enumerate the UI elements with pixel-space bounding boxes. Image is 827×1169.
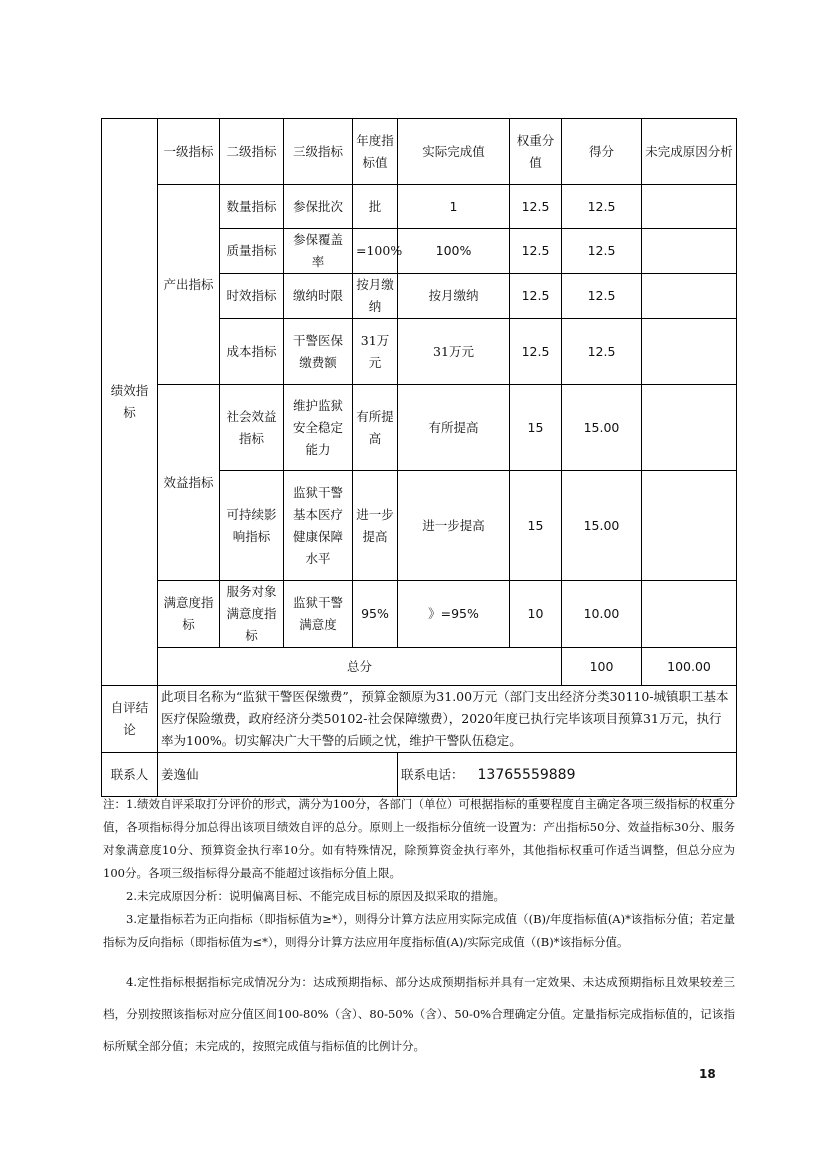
table-row xyxy=(102,581,737,648)
level2-cell: 可持续影响指标 xyxy=(220,471,284,581)
level3-cell: 干警医保缴费额 xyxy=(284,319,353,385)
contact-phone-label: 联系电话： xyxy=(401,766,464,782)
reason-cell xyxy=(642,385,737,471)
header-reason: 未完成原因分析 xyxy=(642,119,737,185)
level3-cell: 维护监狱安全稳定能力 xyxy=(284,385,353,471)
reason-cell xyxy=(642,319,737,385)
note-2: 2.未完成原因分析：说明偏离目标、不能完成目标的原因及拟采取的措施。 xyxy=(126,889,505,903)
level3-cell: 参保批次 xyxy=(284,185,353,229)
level2-cell: 服务对象满意度指标 xyxy=(220,581,284,648)
page-number: 18 xyxy=(699,1067,716,1081)
score-cell: 12.5 xyxy=(562,319,642,385)
weight-cell: 12.5 xyxy=(510,319,562,385)
level2-cell: 质量指标 xyxy=(220,229,284,274)
target-cell: 31万元 xyxy=(353,319,398,385)
target-cell: 批 xyxy=(353,185,398,229)
contact-name: 姜逸仙 xyxy=(158,753,398,797)
level2-cell: 社会效益指标 xyxy=(220,385,284,471)
reason-cell xyxy=(642,185,737,229)
actual-cell: 有所提高 xyxy=(398,385,510,471)
score-cell: 12.5 xyxy=(562,274,642,319)
level2-cell: 成本指标 xyxy=(220,319,284,385)
level2-cell: 数量指标 xyxy=(220,185,284,229)
total-score: 100.00 xyxy=(642,648,737,686)
target-cell: =100% xyxy=(353,229,398,274)
performance-table xyxy=(101,118,737,797)
actual-cell: 进一步提高 xyxy=(398,471,510,581)
level1-satisfaction: 满意度指标 xyxy=(158,581,220,648)
note-1: 注：1.绩效自评采取打分评价的形式，满分为100分，各部门（单位）可根据指标的重要程度自主确定各项三级指标的权重分值，各项指标得分加总得出该项目绩效自评的总分。原则上一级指标分值统一设置为：产出指标50分、效益指标30分、服务对象满意度10分、预算资金执行率10分。如有特殊情况，除预算资金执行率外，其他指标权重可作适当调整，但总分应为100分。各项三级指标得分最高不能超过该指标分值上限。 xyxy=(103,797,735,880)
weight-cell: 12.5 xyxy=(510,274,562,319)
table-row xyxy=(102,185,737,229)
level3-cell: 缴纳时限 xyxy=(284,274,353,319)
reason-cell xyxy=(642,229,737,274)
header-actual: 实际完成值 xyxy=(398,119,510,185)
actual-cell: 31万元 xyxy=(398,319,510,385)
contact-row xyxy=(102,753,737,797)
conclusion-text: 此项目名称为“监狱干警医保缴费”，预算金额原为31.00万元（部门支出经济分类30110-城镇职工基本医疗保险缴费，政府经济分类50102-社会保障缴费），2020年度已执行完毕该项目预算31万元，执行率为100%。切实解决广大干警的后顾之忧，维护干警队伍稳定。 xyxy=(158,686,737,753)
level2-cell: 时效指标 xyxy=(220,274,284,319)
table-row xyxy=(102,385,737,471)
header-score: 得分 xyxy=(562,119,642,185)
table-header-row xyxy=(102,119,737,185)
level3-cell: 监狱干警基本医疗健康保障水平 xyxy=(284,471,353,581)
level1-benefit: 效益指标 xyxy=(158,385,220,581)
score-cell: 15.00 xyxy=(562,385,642,471)
weight-cell: 12.5 xyxy=(510,229,562,274)
note-3: 3.定量指标若为正向指标（即指标值为≥*），则得分计算方法应用实际完成值（(B)/年度指标值(A)*该指标分值；若定量指标为反向指标（即指标值为≤*），则得分计算方法应用年度指标值(A)/实际完成值（(B)*该指标分值。 xyxy=(103,912,735,949)
contact-phone-cell xyxy=(398,753,737,797)
actual-cell: 》=95% xyxy=(398,581,510,648)
reason-cell xyxy=(642,581,737,648)
header-level3: 三级指标 xyxy=(284,119,353,185)
actual-cell: 按月缴纳 xyxy=(398,274,510,319)
notes xyxy=(103,793,735,1062)
score-cell: 12.5 xyxy=(562,185,642,229)
target-cell: 按月缴纳 xyxy=(353,274,398,319)
target-cell: 有所提高 xyxy=(353,385,398,471)
contact-label: 联系人 xyxy=(102,753,158,797)
conclusion-label: 自评结论 xyxy=(102,686,158,753)
header-level1: 一级指标 xyxy=(158,119,220,185)
level1-output: 产出指标 xyxy=(158,185,220,385)
actual-cell: 1 xyxy=(398,185,510,229)
score-cell: 12.5 xyxy=(562,229,642,274)
total-label: 总分 xyxy=(158,648,562,686)
total-weight: 100 xyxy=(562,648,642,686)
weight-cell: 15 xyxy=(510,471,562,581)
weight-cell: 12.5 xyxy=(510,185,562,229)
header-annual-target: 年度指标值 xyxy=(353,119,398,185)
level3-cell: 参保覆盖率 xyxy=(284,229,353,274)
header-weight: 权重分值 xyxy=(510,119,562,185)
target-cell: 95% xyxy=(353,581,398,648)
total-row xyxy=(102,648,737,686)
conclusion-row xyxy=(102,686,737,753)
group-label-cell: 绩效指标 xyxy=(102,119,158,686)
score-cell: 15.00 xyxy=(562,471,642,581)
contact-phone: 13765559889 xyxy=(477,766,576,783)
actual-cell: 100% xyxy=(398,229,510,274)
reason-cell xyxy=(642,274,737,319)
score-cell: 10.00 xyxy=(562,581,642,648)
weight-cell: 15 xyxy=(510,385,562,471)
reason-cell xyxy=(642,471,737,581)
level3-cell: 监狱干警满意度 xyxy=(284,581,353,648)
header-level2: 二级指标 xyxy=(220,119,284,185)
note-4: 4.定性指标根据指标完成情况分为：达成预期指标、部分达成预期指标并具有一定效果、未达成预期指标且效果较差三档，分别按照该指标对应分值区间100-80%（含）、80-50%（含）、50-0%合理确定分值。定量指标完成指标值的，记该指标所赋全部分值；未完成的，按照完成值与指标值的比例计分。 xyxy=(103,975,735,1053)
target-cell: 进一步提高 xyxy=(353,471,398,581)
weight-cell: 10 xyxy=(510,581,562,648)
